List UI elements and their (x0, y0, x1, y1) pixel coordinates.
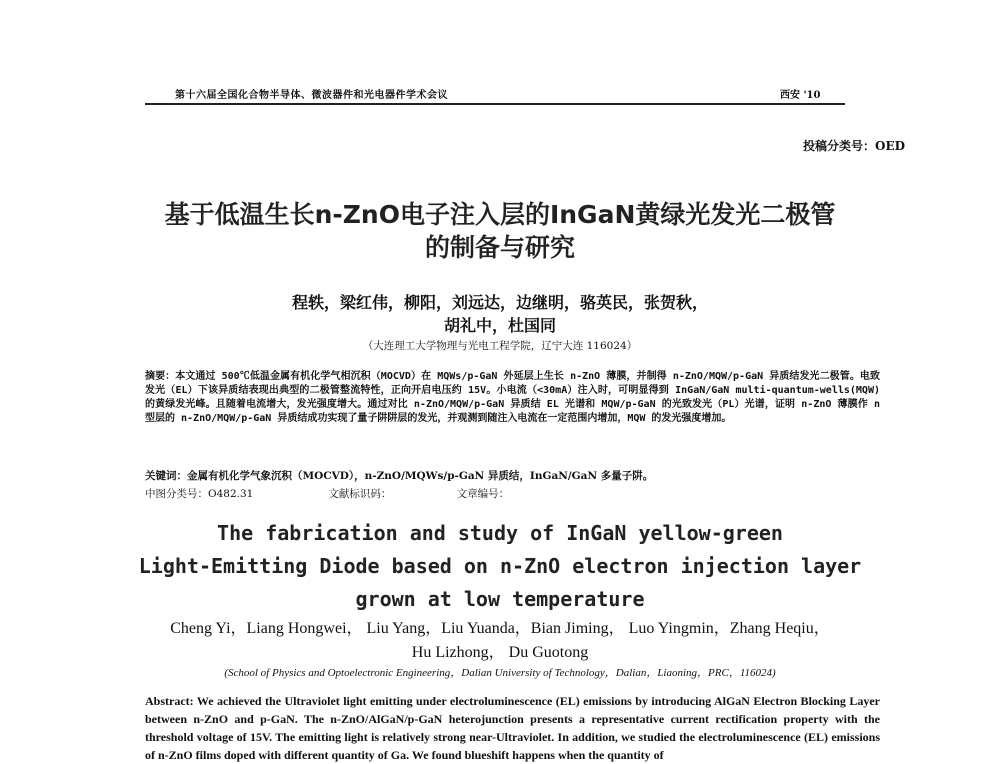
en-title-line-3: grown at low temperature (355, 587, 645, 611)
cn-authors-line-1: 程轶，梁红伟，柳阳，刘远达，边继明，骆英民，张贺秋， (291, 293, 708, 312)
clc-number: 中图分类号：O482.31 (145, 488, 254, 500)
article-number: 文章编号： (456, 488, 510, 500)
en-abstract: Abstract: We achieved the Ultraviolet light emitting under electroluminescence (EL) emissions by introducing AlGaN Electron Blocking Layer between n-ZnO and p-GaN. The n-ZnO/AlGaN/p-GaN heterojunction presents a representative current rectification property with the threshold voltage of 15V. The emitting light is relatively strong near-Ultraviolet. In addition, we studied the electroluminescence (EL) emissions of n-ZnO films doped with different quantity of Ga. We found blueshift happens when the quantity of (145, 694, 880, 762)
cn-title-line-2: 的制备与研究 (424, 233, 575, 262)
cn-authors-line-2: 胡礼中，杜国同 (443, 316, 556, 335)
cn-classification-row (145, 486, 645, 501)
cn-abstract: 摘要：本文通过 500℃低温金属有机化学气相沉积（MOCVD）在 MQWs/p-GaN 外延层上生长 n-ZnO 薄膜，并制得 n-ZnO/MQW/p-GaN 异质结发光二极管。电致发光（EL）下该异质结表现出典型的二极管整流特性，正向开启电压约 15V。小电流（<30mA）注入时，可明显得到 InGaN/GaN multi-quantum-wells(MQW)的黄绿发光峰。且随着电流增大，发光强度增大。通过对比 n-ZnO/MQW/p-GaN 异质结 EL 光谱和 MQW/p-GaN 的光致发光（PL）光谱，证明 n-ZnO 薄膜作 n 型层的 n-ZnO/MQW/p-GaN 异质结成功实现了量子阱阱层的发光，并观测到随注入电流在一定范围内增加，MQW 的发光强度增加。 (145, 371, 880, 424)
en-title-line-1: The fabrication and study of InGaN yellow-green (217, 521, 783, 545)
header-rule (145, 103, 845, 105)
cn-affiliation: （大连理工大学物理与光电工程学院，辽宁大连 116024） (362, 340, 638, 352)
en-title-line-2: Light-Emitting Diode based on n-ZnO electron injection layer (138, 554, 862, 578)
running-header-location: 西安 '10 (780, 90, 821, 101)
en-authors-line-2: Hu Lizhong， Du Guotong (411, 644, 589, 661)
running-header-conference: 第十六届全国化合物半导体、微波器件和光电器件学术会议 (175, 90, 448, 101)
cn-keywords: 关键词：金属有机化学气象沉积（MOCVD），n-ZnO/MQWs/p-GaN 异质结，InGaN/GaN 多量子阱。 (145, 470, 654, 482)
en-authors-line-1: Cheng Yi，Liang Hongwei， Liu Yang，Liu Yuanda，Bian Jiming， Luo Yingmin，Zhang Heqiu， (170, 620, 830, 637)
en-affiliation: (School of Physics and Optoelectronic Engineering，Dalian University of Technology，Dalian，Liaoning，PRC，116024) (224, 667, 776, 679)
cn-title-line-1: 基于低温生长n-ZnO电子注入层的InGaN黄绿光发光二极管 (164, 200, 836, 229)
submission-classification: 投稿分类号：OED (802, 139, 905, 153)
document-code: 文献标识码： (328, 488, 392, 500)
